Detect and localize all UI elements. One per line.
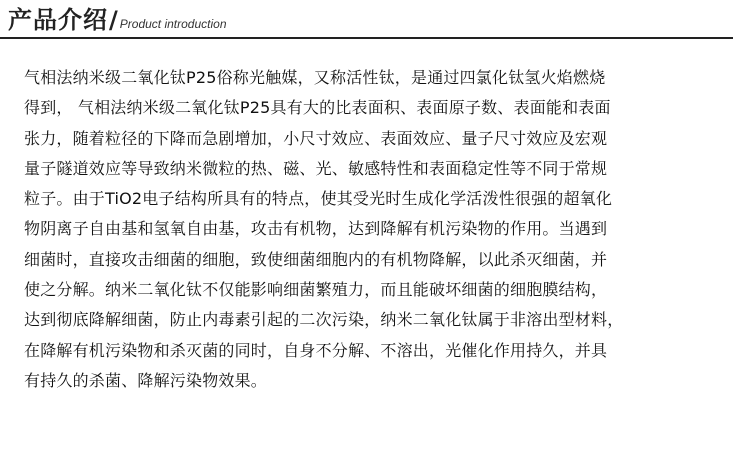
description-line: 得到， 气相法纳米级二氧化钛P25具有大的比表面积、表面原子数、表面能和表面 <box>24 98 611 118</box>
description-line: 量子隧道效应等导致纳米微粒的热、磁、光、敏感特性和表面稳定性等不同于常规 <box>24 158 608 178</box>
description-line: 达到彻底降解细菌，防止内毒素引起的二次污染，纳米二氧化钛属于非溶出型材料， <box>24 310 624 330</box>
description-line: 在降解有机污染物和杀灭菌的同时，自身不分解、不溶出，光催化作用持久，并具 <box>24 340 608 360</box>
description-line: 气相法纳米级二氧化钛P25俗称光触媒，又称活性钛，是通过四氯化钛氢火焰燃烧 <box>24 68 606 87</box>
description-line: 有持久的杀菌、降解污染物效果。 <box>24 370 268 390</box>
description-line: 张力，随着粒径的下降而急剧增加，小尺寸效应、表面效应、量子尺寸效应及宏观 <box>24 128 608 148</box>
title-separator: / <box>109 6 118 34</box>
description-line: 粒子。由于TiO2电子结构所具有的特点，使其受光时生成化学活泼性很强的超氧化 <box>24 189 613 209</box>
product-description <box>24 63 724 396</box>
section-header <box>8 0 227 34</box>
section-title: 产品介绍 <box>8 6 108 34</box>
description-line: 物阴离子自由基和氢氧自由基，攻击有机物，达到降解有机污染物的作用。当遇到 <box>24 219 608 239</box>
description-line: 使之分解。纳米二氧化钛不仅能影响细菌繁殖力，而且能破坏细菌的细胞膜结构， <box>24 280 608 300</box>
section-subtitle: Product introduction <box>119 17 227 31</box>
description-line: 细菌时，直接攻击细菌的细胞，致使细菌细胞内的有机物降解，以此杀灭细菌，并 <box>24 249 608 269</box>
header-divider <box>0 37 733 39</box>
